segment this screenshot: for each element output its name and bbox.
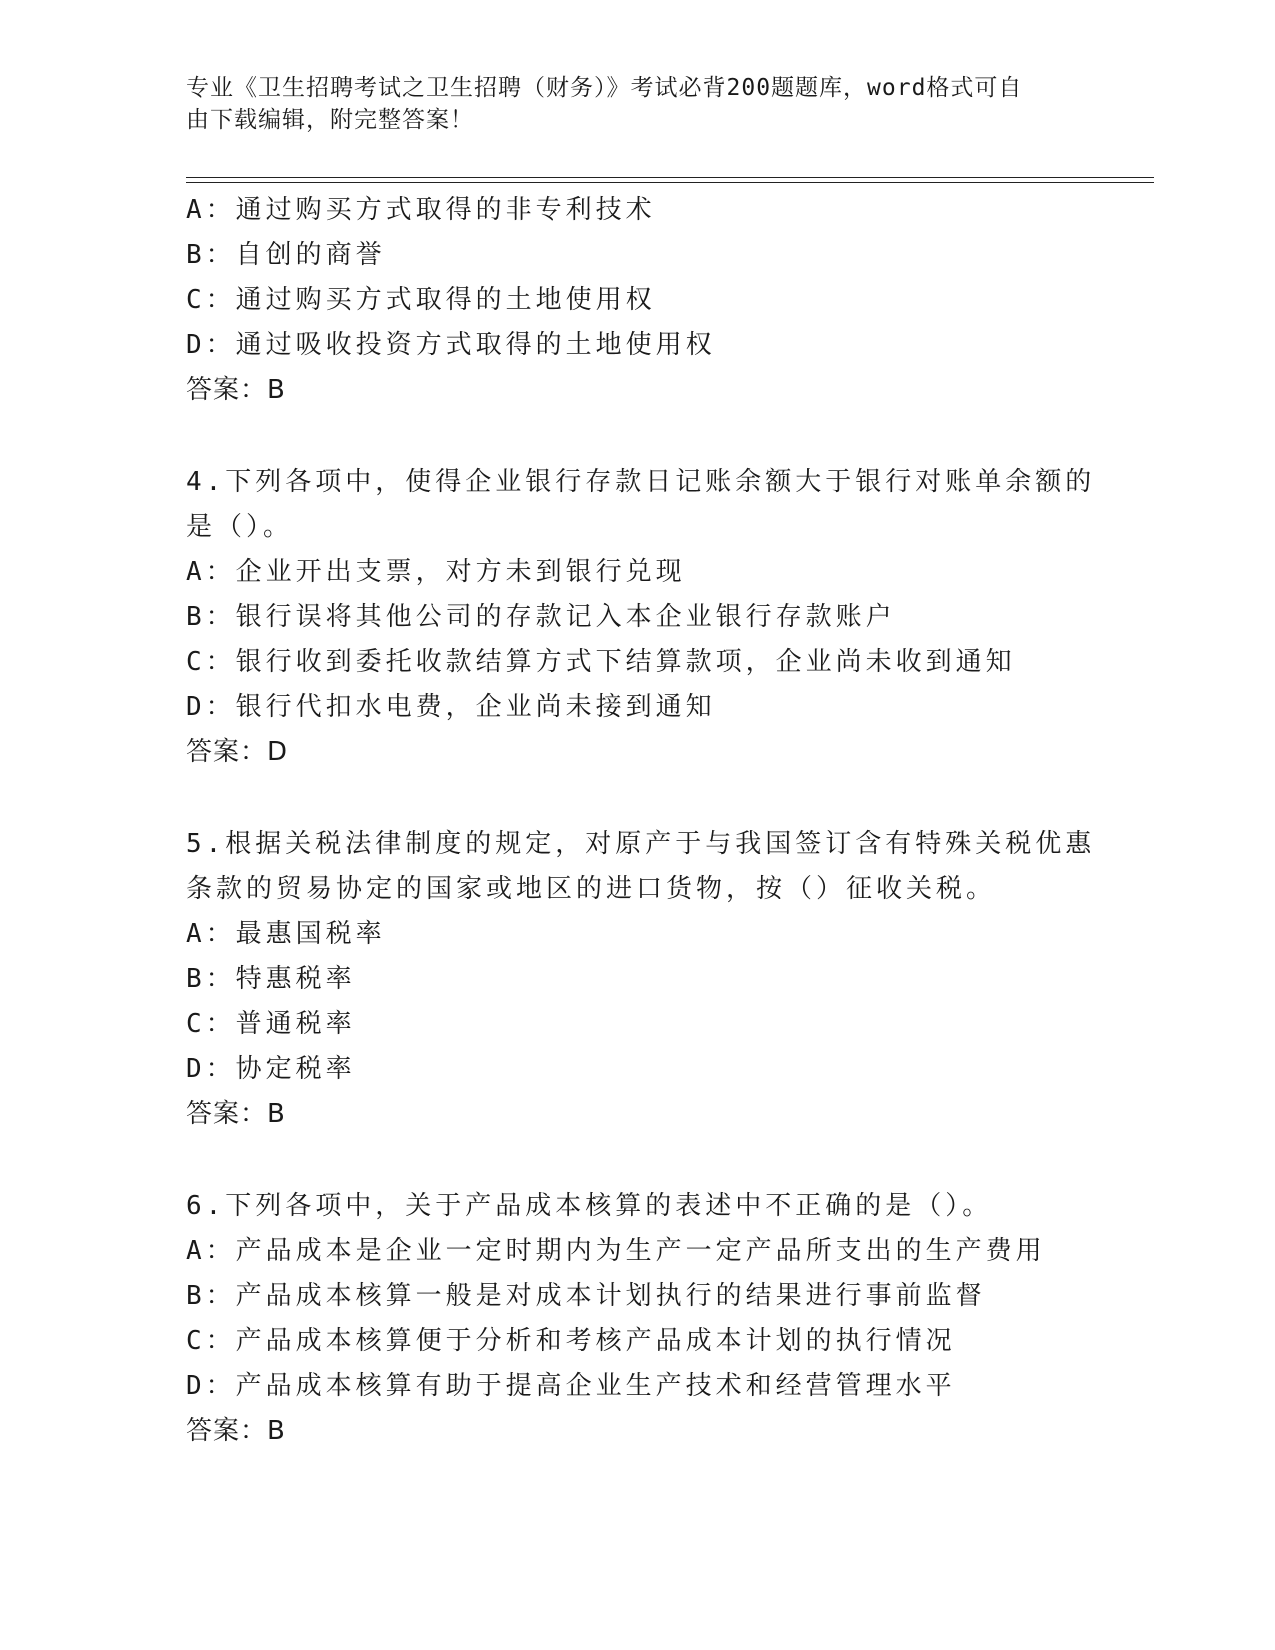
question-6: [186, 1184, 1086, 1454]
option-c: C：普通税率: [186, 1009, 356, 1039]
option-d: D：产品成本核算有助于提高企业生产技术和经营管理水平: [186, 1371, 956, 1401]
spacer: [186, 413, 1086, 460]
option-b: B：特惠税率: [186, 964, 356, 994]
header-divider-bottom: [186, 182, 1154, 183]
question-stem-line-2: 条款的贸易协定的国家或地区的进口货物，按（）征收关税。: [186, 874, 997, 904]
option-d: D：银行代扣水电费，企业尚未接到通知: [186, 692, 716, 722]
answer-label: 答案：B: [186, 1099, 286, 1129]
header-line-1: 专业《卫生招聘考试之卫生招聘（财务）》考试必背200题题库，word格式可自: [186, 75, 1023, 101]
option-b: B：自创的商誉: [186, 240, 386, 270]
question-stem-line-2: 是（）。: [186, 512, 294, 542]
option-d: D：通过吸收投资方式取得的土地使用权: [186, 330, 716, 360]
option-c: C：产品成本核算便于分析和考核产品成本计划的执行情况: [186, 1326, 956, 1356]
question-stem-line-1: 4.下列各项中，使得企业银行存款日记账余额大于银行对账单余额的: [186, 467, 1096, 497]
question-list: [186, 188, 1096, 1454]
document-header: [186, 72, 1066, 136]
question-3: [186, 188, 1086, 413]
option-c: C：银行收到委托收款结算方式下结算款项，企业尚未收到通知: [186, 647, 1016, 677]
header-line-2: 由下载编辑，附完整答案！: [186, 107, 474, 133]
question-5: [186, 822, 1096, 1137]
answer-label: 答案：B: [186, 375, 286, 405]
question-4: [186, 460, 1096, 775]
option-b: B：产品成本核算一般是对成本计划执行的结果进行事前监督: [186, 1281, 986, 1311]
answer-label: 答案：D: [186, 737, 289, 767]
option-a: A：产品成本是企业一定时期内为生产一定产品所支出的生产费用: [186, 1236, 1046, 1266]
option-a: A：企业开出支票，对方未到银行兑现: [186, 557, 686, 587]
question-stem-line-1: 6.下列各项中，关于产品成本核算的表述中不正确的是（）。: [186, 1191, 993, 1221]
option-a: A：最惠国税率: [186, 919, 386, 949]
answer-label: 答案：B: [186, 1416, 286, 1446]
question-stem-line-1: 5.根据关税法律制度的规定，对原产于与我国签订含有特殊关税优惠: [186, 829, 1096, 859]
option-d: D：协定税率: [186, 1054, 356, 1084]
spacer: [186, 1137, 1086, 1184]
option-b: B：银行误将其他公司的存款记入本企业银行存款账户: [186, 602, 896, 632]
spacer: [186, 775, 1086, 822]
option-c: C：通过购买方式取得的土地使用权: [186, 285, 656, 315]
header-divider-top: [186, 177, 1154, 178]
option-a: A：通过购买方式取得的非专利技术: [186, 195, 656, 225]
